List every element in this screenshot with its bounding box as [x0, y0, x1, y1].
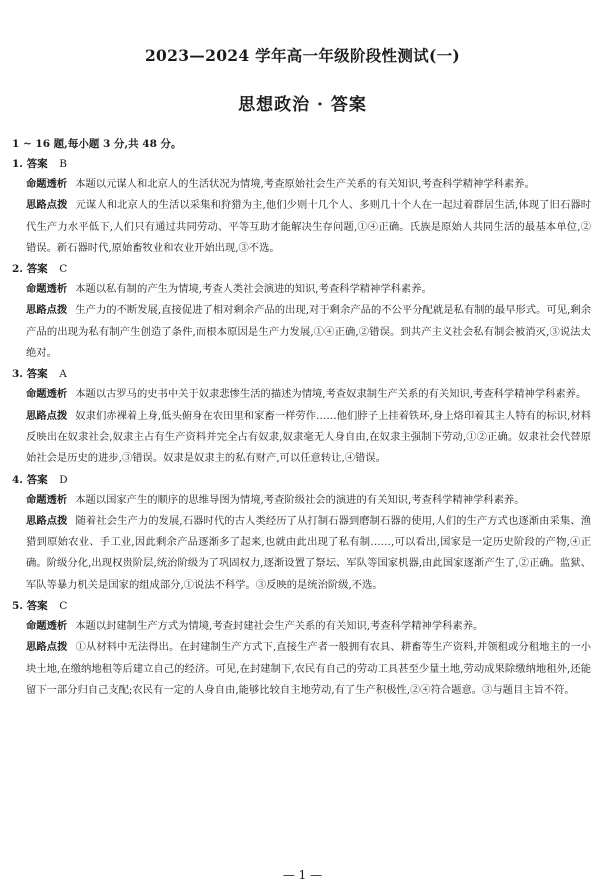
question-number: 4. [12, 473, 23, 486]
hint-block [26, 511, 591, 596]
question-1 [0, 154, 605, 259]
hint-text: 奴隶们赤裸着上身,低头俯身在农田里和家畜一样劳作……他们脖子上挂着铁环,身上烙印着其主人特有的标识,材料反映出在奴隶社会,奴隶主占有生产资料并完全占有奴隶,奴隶毫无人身自由,在奴隶主强制下劳动,①②正确。奴隶社会代替原始社会是历史的进步,③错误。奴隶是奴隶主的私有财产,可以任意转让,④错误。 [26, 409, 591, 465]
analysis-label: 命题透析 [26, 283, 68, 296]
analysis-block [26, 174, 591, 195]
question-number: 5. [12, 600, 23, 613]
hint-label: 思路点拨 [26, 199, 68, 212]
answer-label: 答案 [26, 263, 48, 276]
analysis-block [26, 279, 591, 300]
hint-text: ①从材料中无法得出。在封建制生产方式下,直接生产者一般拥有农具、耕畜等生产资料,并领租或分租地主的一小块土地,在缴纳地租等后建立自己的经济。可见,在封建制下,农民有自己的劳动工具甚至少量土地,劳动成果除缴纳地租外,还能留下一部分归自己支配;农民有一定的人身自由,能够比较自主地劳动,有了生产积极性,②④符合题意。③与题目主旨不符。 [26, 641, 592, 696]
hint-block [26, 300, 591, 364]
answer-label: 答案 [26, 158, 48, 170]
question-number: 2. [12, 263, 23, 276]
analysis-text: 本题以私有制的产生为情境,考查人类社会演进的知识,考查科学精神学科素养。 [75, 283, 432, 296]
analysis-block [26, 490, 591, 511]
answer-line [12, 364, 605, 384]
answer-value: C [59, 263, 68, 276]
hint-label: 思路点拨 [26, 409, 68, 422]
hint-text: 元谋人和北京人的生活以采集和狩猎为主,他们少则十几个人、多则几十个人在一起过着群居生活,体现了旧石器时代生产力水平低下,人们只有通过共同劳动、平等互助才能解决生存问题,①④正确。氏族是原始人共同生活的最基本单位,②错误。新石器时代,原始畜牧业和农业开始出现,③不选。 [26, 199, 592, 254]
analysis-text: 本题以国家产生的顺序的思维导图为情境,考查阶级社会的演进的有关知识,考查科学精神学科素养。 [75, 493, 525, 506]
hint-text: 随着社会生产力的发展,石器时代的古人类经历了从打制石器到磨制石器的使用,人们的生产方式也逐渐由采集、渔猎到原始农业、手工业,因此剩余产品逐渐多了起来,也就由此出现了私有制……,可以看出,国家是一定历史阶段的产物,④正确。阶级分化,出现权贵阶层,统治阶级为了巩固权力,逐渐设置了祭坛、军队等国家机器,由此国家逐渐产生了,②正确。监狱、军队等暴力机关是国家的组成部分,①说法不科学。③反映的是统治阶级,不选。 [26, 514, 592, 591]
question-2 [0, 259, 605, 364]
answer-line [12, 470, 605, 490]
hint-block [26, 637, 591, 701]
answer-label: 答案 [26, 368, 48, 381]
analysis-block [26, 384, 591, 405]
hint-label: 思路点拨 [26, 641, 68, 654]
answer-line [12, 259, 605, 279]
hint-label: 思路点拨 [26, 304, 68, 317]
page-title: 2023—2024 学年高一年级阶段性测试(一) [144, 46, 461, 65]
answer-label: 答案 [26, 600, 48, 613]
analysis-block [26, 616, 591, 637]
analysis-label: 命题透析 [26, 388, 68, 401]
hint-text: 生产力的不断发展,直接促进了相对剩余产品的出现,对于剩余产品的不公平分配就是私有制的最早形式。可见,剩余产品的出现为私有制产生创造了条件,而根本原因是生产力发展,①④正确,②错误。到共产主义社会私有制会被消灭,③说法太绝对。 [26, 304, 591, 360]
answer-line [12, 154, 605, 174]
page-subtitle: 思想政治 · 答案 [238, 95, 367, 115]
page-number: — 1 — [282, 868, 323, 882]
answer-label: 答案 [26, 473, 48, 486]
answer-content [0, 134, 605, 701]
question-5 [0, 596, 605, 701]
answer-value: A [59, 368, 67, 381]
hint-block [26, 406, 591, 470]
analysis-label: 命题透析 [26, 620, 68, 633]
question-3 [0, 364, 605, 469]
question-number: 3. [12, 368, 23, 381]
answer-value: D [59, 473, 68, 486]
analysis-label: 命题透析 [26, 178, 68, 190]
analysis-text: 本题以封建制生产方式为情境,考查封建社会生产关系的有关知识,考查科学精神学科素养。 [75, 620, 484, 633]
section-intro: 1 ~ 16 题,每小题 3 分,共 48 分。 [12, 138, 182, 150]
analysis-label: 命题透析 [26, 493, 68, 506]
analysis-text: 本题以元谋人和北京人的生活状况为情境,考查原始社会生产关系的有关知识,考查科学精神学科素养。 [75, 178, 535, 190]
question-number: 1. [12, 158, 23, 170]
answer-line [12, 596, 605, 616]
answer-value: B [59, 158, 67, 170]
hint-block [26, 195, 591, 259]
analysis-text: 本题以古罗马的史书中关于奴隶悲惨生活的描述为情境,考查奴隶制生产关系的有关知识,考查科学精神学科素养。 [75, 388, 587, 401]
question-4 [0, 470, 605, 596]
hint-label: 思路点拨 [26, 514, 68, 527]
answer-value: C [59, 600, 68, 613]
